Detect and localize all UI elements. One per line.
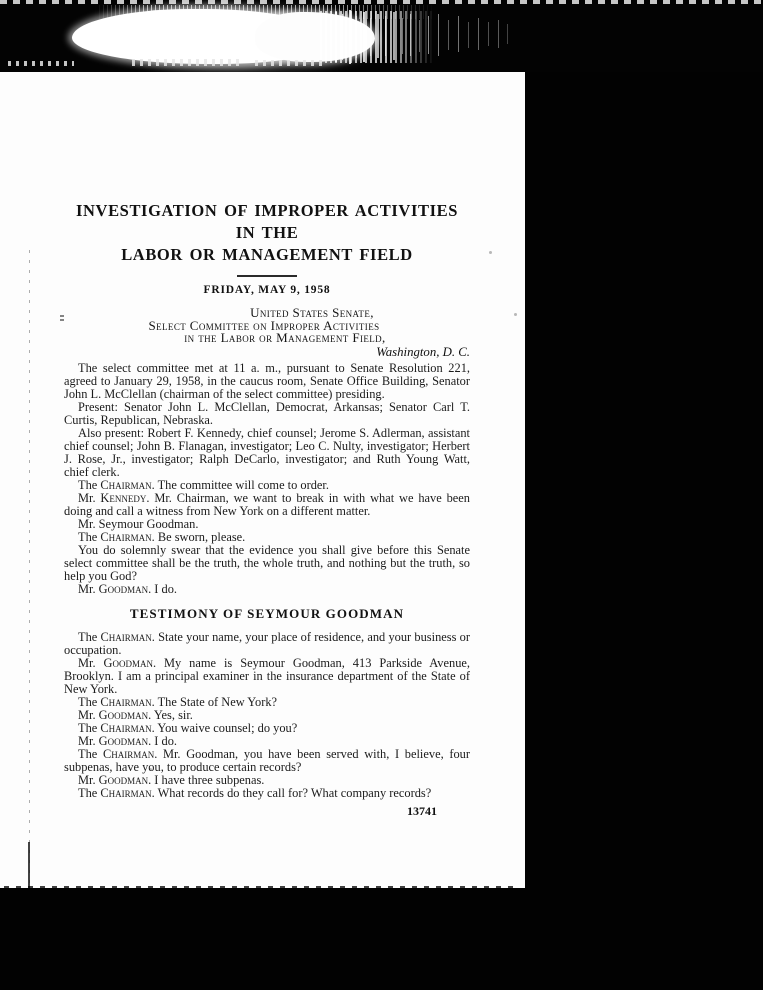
transcript-testimony [64, 631, 470, 800]
hearing-location: Washington, D. C. [376, 344, 470, 359]
scanner-streak [349, 10, 351, 64]
scanner-streak [410, 14, 411, 56]
scanner-streak [356, 16, 357, 58]
transcript-opening [64, 362, 470, 596]
transcript-paragraph: The Chairman. State your name, your place of residence, and your business or occupation. [64, 629, 470, 657]
scanner-streak [342, 14, 343, 60]
scanner-streak [478, 18, 479, 50]
transcript-paragraph: Mr. Goodman. Yes, sir. [78, 707, 193, 722]
transcript-paragraph: You do solemnly swear that the evidence you shall give before this Senate select committee shall be the truth, the whole truth, and nothing but the truth, so help you God? [64, 542, 470, 583]
document-title [64, 200, 470, 266]
scanner-streak [468, 22, 469, 48]
scanner-streak [363, 12, 365, 62]
transcript-paragraph: The Chairman. The committee will come to order. [78, 477, 329, 492]
page-crease-line-dark [28, 842, 30, 888]
page-crease-line [29, 250, 30, 888]
title-divider-rule [237, 275, 297, 277]
document-page [0, 72, 525, 888]
transcript-paragraph: Present: Senator John L. McClellan, Democrat, Arkansas; Senator Carl T. Curtis, Republican, Nebraska. [64, 399, 470, 427]
scanner-streak [428, 16, 429, 54]
scanner-edge-dashes [8, 61, 74, 66]
scanner-streak [498, 20, 499, 48]
scanner-streak [488, 22, 489, 46]
transcript-paragraph: The Chairman. You waive counsel; do you? [78, 720, 298, 735]
organization-block [64, 307, 470, 345]
transcript-paragraph: The select committee met at 11 a. m., pursuant to Senate Resolution 221, agreed to January 29, 1958, in the caucus room, Senate Office Building, Senator John L. McClellan (chairman of the select committee) presiding. [64, 360, 470, 401]
transcript-paragraph: The Chairman. The State of New York? [78, 694, 278, 709]
transcript-paragraph: Mr. Seymour Goodman. [78, 516, 199, 531]
transcript-paragraph: Also present: Robert F. Kennedy, chief counsel; Jerome S. Adlerman, assistant chief counsel; John B. Flanagan, investigator; Leo C. Nulty, investigator; Herbert J. Rose, Jr., investigator; Ralph DeCarlo, investigator; and Ruth Young Watt, chief clerk. [64, 425, 470, 479]
scan-speck [489, 251, 492, 254]
scanner-streak [438, 14, 439, 56]
org-line-committee: Select Committee on Improper Activities [148, 317, 380, 333]
hearing-date: FRIDAY, MAY 9, 1958 [203, 284, 331, 296]
scanner-black-band [0, 4, 763, 72]
scanner-streak [370, 18, 371, 56]
scanner-streak [377, 14, 379, 58]
page-content [64, 72, 470, 819]
document-title-line2: LABOR OR MANAGEMENT FIELD [121, 245, 413, 264]
scanner-streak [458, 16, 459, 52]
scanner-streak [385, 16, 386, 56]
transcript-paragraph: Mr. Goodman. I have three subpenas. [78, 772, 265, 787]
org-line-field: in the Labor or Management Field, [184, 330, 386, 345]
scanner-streak [335, 12, 337, 62]
transcript-paragraph: The Chairman. What records do they call for? What company records? [78, 785, 432, 800]
scanner-streak [507, 24, 508, 44]
page-number: 13741 [407, 803, 437, 818]
scanner-streak [393, 12, 395, 60]
scanner-edge-dashes [255, 60, 325, 66]
document-title-line1: INVESTIGATION OF IMPROPER ACTIVITIES IN THE [76, 201, 458, 242]
transcript-paragraph: Mr. Goodman. I do. [78, 733, 178, 748]
testimony-heading: TESTIMONY OF SEYMOUR GOODMAN [129, 605, 405, 621]
scanner-streak [448, 20, 449, 50]
scanner-streak [419, 20, 420, 52]
transcript-paragraph: Mr. Kennedy. Mr. Chairman, we want to break in with what we have been doing and call a witness from New York on a different matter. [64, 490, 470, 518]
transcript-paragraph: The Chairman. Mr. Goodman, you have been served with, I believe, four subpenas, have you, to produce certain records? [64, 746, 470, 774]
transcript-paragraph: Mr. Goodman. My name is Seymour Goodman, 413 Parkside Avenue, Brooklyn. I am a principal examiner in the insurance department of the State of New York. [64, 655, 470, 696]
org-line-senate: United States Senate, [250, 305, 374, 320]
scanner-edge-dashes [132, 59, 242, 66]
transcript-paragraph: Mr. Goodman. I do. [78, 581, 178, 596]
transcript-paragraph: The Chairman. Be sworn, please. [78, 529, 246, 544]
scanner-streak [402, 18, 403, 54]
